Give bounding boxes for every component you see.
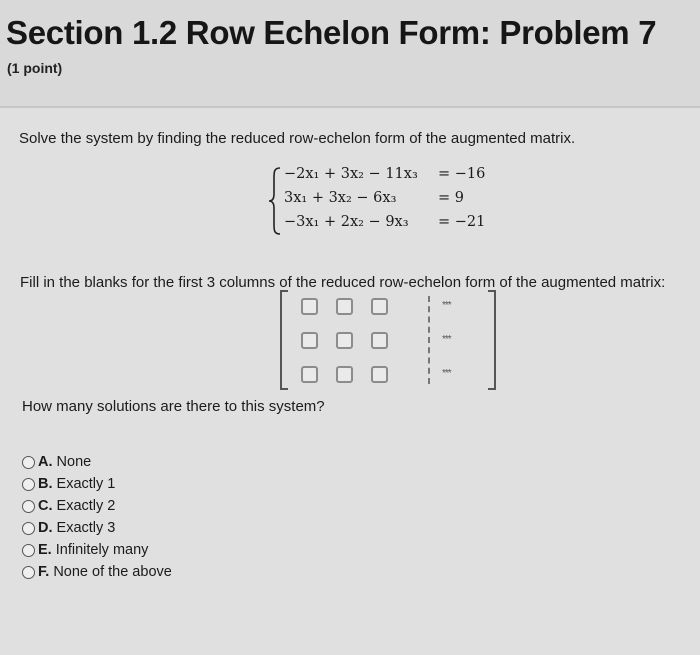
option-label: F. None of the above xyxy=(38,564,172,580)
matrix-cell-r1c2[interactable] xyxy=(336,298,353,315)
radio-icon[interactable] xyxy=(22,566,35,579)
option-label: E. Infinitely many xyxy=(38,542,149,558)
matrix-right-bracket xyxy=(488,290,496,390)
question-text: How many solutions are there to this system? xyxy=(22,398,325,415)
equation-system xyxy=(268,166,498,236)
matrix-cell-r2c3[interactable] xyxy=(371,332,388,349)
option-label: A. None xyxy=(38,454,92,470)
augmented-value-3: *** xyxy=(442,368,451,379)
augmented-value-1: *** xyxy=(442,300,451,311)
augmented-matrix xyxy=(280,290,500,388)
matrix-cell-r3c3[interactable] xyxy=(371,366,388,383)
option-b[interactable] xyxy=(22,474,222,494)
radio-icon[interactable] xyxy=(22,544,35,557)
equation-2-lhs: 3x₁ + 3x₂ − 6x₃ xyxy=(284,190,397,206)
matrix-left-bracket xyxy=(280,290,288,390)
option-f[interactable] xyxy=(22,562,222,582)
radio-icon[interactable] xyxy=(22,522,35,535)
radio-icon[interactable] xyxy=(22,500,35,513)
fill-prompt: Fill in the blanks for the first 3 columns of the reduced row-echelon form of the augmented matrix: xyxy=(20,274,666,291)
left-brace-icon xyxy=(268,166,282,236)
augment-divider xyxy=(428,296,430,384)
augmented-value-2: *** xyxy=(442,334,451,345)
matrix-cell-r1c1[interactable] xyxy=(301,298,318,315)
option-d[interactable] xyxy=(22,518,222,538)
matrix-cell-r3c2[interactable] xyxy=(336,366,353,383)
option-e[interactable] xyxy=(22,540,222,560)
matrix-cell-r2c1[interactable] xyxy=(301,332,318,349)
radio-icon[interactable] xyxy=(22,456,35,469)
equation-2-rhs: = 9 xyxy=(438,190,464,206)
equation-1-lhs: −2x₁ + 3x₂ − 11x₃ xyxy=(284,166,418,182)
matrix-cell-r2c2[interactable] xyxy=(336,332,353,349)
option-a[interactable] xyxy=(22,452,222,472)
matrix-cell-r1c3[interactable] xyxy=(371,298,388,315)
option-c[interactable] xyxy=(22,496,222,516)
equation-1-rhs: = −16 xyxy=(438,166,486,182)
equation-3-lhs: −3x₁ + 2x₂ − 9x₃ xyxy=(284,214,409,230)
radio-icon[interactable] xyxy=(22,478,35,491)
equation-3-rhs: = −21 xyxy=(438,214,486,230)
option-label: C. Exactly 2 xyxy=(38,498,116,514)
instruction-text: Solve the system by finding the reduced row-echelon form of the augmented matrix. xyxy=(19,130,576,147)
page-title: Section 1.2 Row Echelon Form: Problem 7 xyxy=(6,14,657,51)
points-label: (1 point) xyxy=(7,60,63,76)
option-label: D. Exactly 3 xyxy=(38,520,116,536)
matrix-cell-r3c1[interactable] xyxy=(301,366,318,383)
option-label: B. Exactly 1 xyxy=(38,476,116,492)
